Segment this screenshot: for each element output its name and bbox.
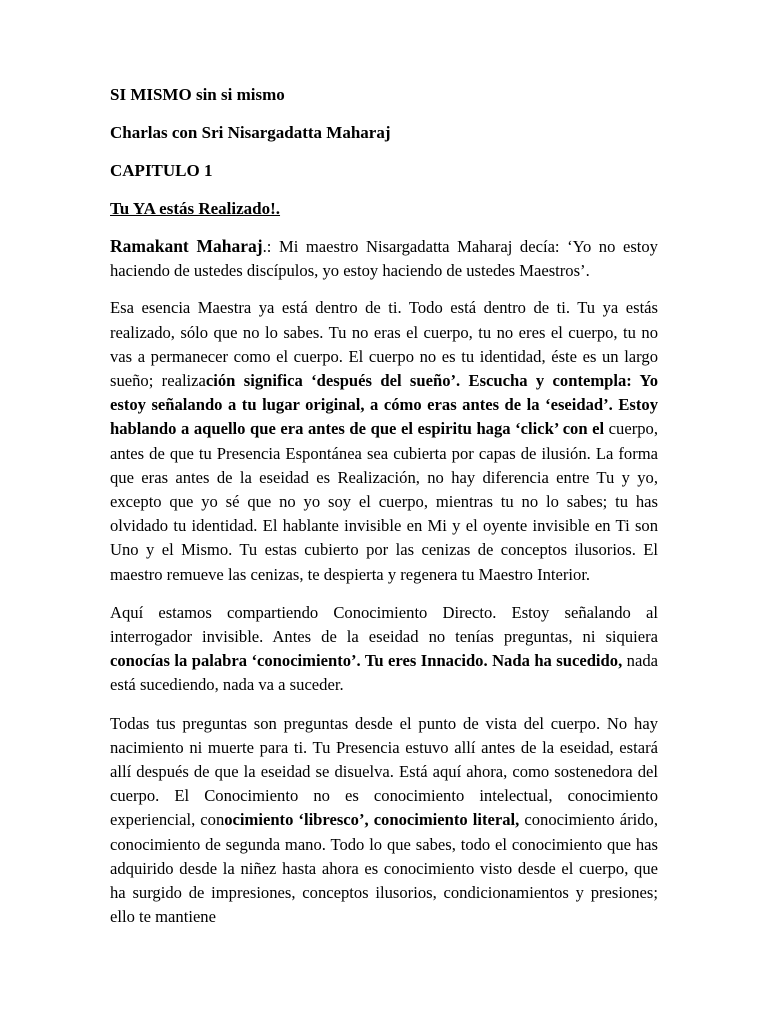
chapter-title: Tu YA estás Realizado!. bbox=[110, 199, 281, 218]
paragraph-1-text-a: Esa esencia Maestra ya está dentro de ti. Todo está dentro de ti. Tu ya estás realizado, sólo que no lo sabes. Tu no eras el cuerpo, tu no eres el cuerpo, tu no vas a permanecer como el cuerpo. El cuerpo no es tu identidad, éste es un largo sueño; realiza bbox=[110, 298, 658, 391]
document-title: SI MISMO sin si mismo bbox=[110, 85, 285, 104]
paragraph-1-bold-text: ción significa ‘después del sueño’. Escucha y contempla: Yo estoy señalando a tu lugar original, a cómo eras antes de la ‘eseidad’. Estoy hablando a aquello que era antes de que el espiritu haga ‘click’ con el bbox=[110, 371, 659, 439]
paragraph-2-text-a: Aquí estamos compartiendo Conocimiento Directo. Estoy señalando al interrogador invisible. Antes de la eseidad no tenías preguntas, ni siquiera bbox=[110, 602, 658, 647]
paragraph-3-bold-text: ocimiento ‘libresco’, conocimiento literal, bbox=[224, 810, 520, 830]
paragraph-3-text-b: conocimiento árido, conocimiento de segunda mano. Todo lo que sabes, todo el conocimiento que has adquirido desde la niñez hasta ahora es conocimiento visto desde el cuerpo, que ha surgido de impresiones, conceptos ilusorios, condicionamientos y presiones; ello te mantiene bbox=[110, 810, 658, 927]
body-paragraph-3 bbox=[110, 712, 658, 930]
chapter-heading: CAPITULO 1 bbox=[110, 161, 213, 180]
document-page bbox=[110, 84, 658, 929]
intro-paragraph bbox=[110, 234, 658, 283]
body-paragraph-1 bbox=[110, 296, 658, 586]
paragraph-2-text-b: nada está sucediendo, nada va a suceder. bbox=[110, 651, 658, 695]
intro-text: .: Mi maestro Nisargadatta Maharaj decía: ‘Yo no estoy haciendo de ustedes discípulos, yo estoy haciendo de ustedes Maestros’. bbox=[110, 237, 658, 281]
paragraph-1-text-b: cuerpo, antes de que tu Presencia Espontánea sea cubierta por capas de ilusión. La forma que eras antes de la eseidad es Realización, no hay diferencia entre Tu y yo, excepto que yo sé que no yo soy el cuerpo, mientras tu no lo sabes; tu has olvidado tu identidad. El hablante invisible en Mi y el oyente invisible en Ti son Uno y el Mismo. Tu estas cubierto por las cenizas de conceptos ilusorios. El maestro remueve las cenizas, te despierta y regenera tu Maestro Interior. bbox=[110, 419, 658, 584]
body-paragraph-2 bbox=[110, 601, 658, 698]
paragraph-3-text-a: Todas tus preguntas son preguntas desde el punto de vista del cuerpo. No hay nacimiento ni muerte para ti. Tu Presencia estuvo allí antes de la eseidad, estará allí después de que la eseidad se disuelva. Está aquí ahora, como sostenedora del cuerpo. El Conocimiento no es conocimiento intelectual, conocimiento experiencial, con bbox=[110, 713, 658, 830]
document-subtitle: Charlas con Sri Nisargadatta Maharaj bbox=[110, 123, 391, 142]
speaker-name: Ramakant Maharaj bbox=[110, 236, 263, 256]
paragraph-2-bold-text: conocías la palabra ‘conocimiento’. Tu eres Innacido. Nada ha sucedido, bbox=[110, 651, 623, 671]
